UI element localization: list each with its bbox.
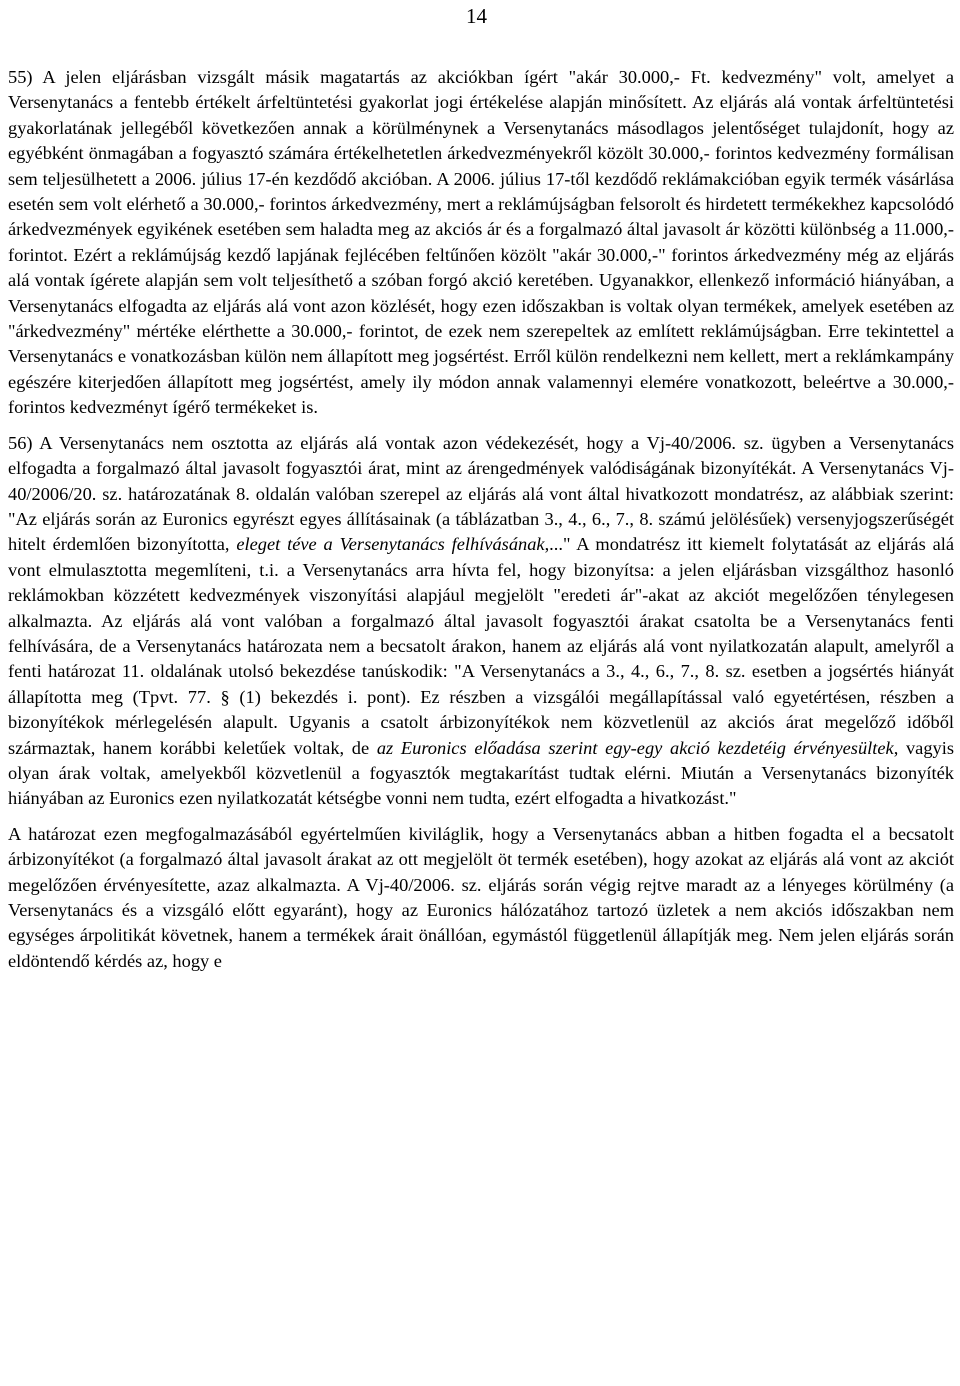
paragraph-56-emphasis-1: eleget téve a Versenytanács felhívásának [236, 534, 545, 555]
document-body [8, 65, 954, 974]
paragraph-55 [8, 65, 954, 421]
paragraph-56-text-3: , vagyis olyan árak voltak, amelyekből közvetlenül a fogyasztók megtakarítást tudtak elérni. Miután a Versenytanács bizonyíték hiányában az Euronics ezen nyilatkozatát kétségbe vonni nem tudta, ezért elfogadta a hivatkozást." [8, 737, 954, 809]
paragraph-conclusion-text: A határozat ezen megfogalmazásából egyértelműen kiviláglik, hogy a Versenytanács abban a hitben fogadta el a becsatolt árbizonyítékot (a forgalmazó által javasolt árakat az ott megjelölt öt termék esetében), hogy azokat az eljárás alá vont az akciót megelőzően érvényesítette, azaz alkalmazta. A Vj-40/2006. sz. eljárás során végig rejtve maradt az a lényeges körülmény (a Versenytanács és a vizsgáló előtt egyaránt), hogy az Euronics hálózatához tartozó üzletek a nem akciós időszakban nem egységes árpolitikát követnek, hanem a termékek árait önállóan, egymástól függetlenül állapítják meg. Nem jelen eljárás során eldöntendő kérdés az, hogy e [8, 823, 954, 971]
paragraph-56 [8, 431, 954, 812]
paragraph-55-text: 55) A jelen eljárásban vizsgált másik magatartás az akciókban ígért "akár 30.000,- Ft. kedvezmény" volt, amelyet a Versenytanács a fentebb értékelt árfeltüntetési gyakorlat jogi értékelése alapján minősített. Az eljárás alá vontak árfeltüntetési gyakorlatának jellegéből következően annak a körülménynek a Versenytanács másodlagos jelentőséget tulajdonít, hogy az egyébként önmagában a fogyasztó számára értékelhetetlen árkedvezményekről közölt 30.000,- forintos kedvezmény formálisan sem teljesülhetett a 2006. július 17-én kezdődő akcióban. A 2006. július 17-től kezdődő reklámakcióban egyik termék vásárlása esetén sem volt elérhető a 30.000,- forintos árkedvezmény, mert a reklámújságban felsorolt és hirdetett termékekhez kapcsolódó árkedvezmények egyikének esetében sem haladta meg az akciós ár és a forgalmazó által javasolt ár közötti különbség a 11.000,- forintot. Ezért a reklámújság kezdő lapjának fejlécében feltűnően közölt "akár 30.000,-" forintos árkedvezmény még az eljárás alá vontak ígérete alapján sem volt teljesíthető a szóban forgó akció keretében. Ugyanakkor, ellenkező információ hiányában, a Versenytanács elfogadta az eljárás alá vont azon közlését, hogy ezen időszakban is voltak olyan termékek, amelyek esetében az "árkedvezmény" mértéke elérthette a 30.000,- forintot, de ezek nem szerepeltek az említett reklámújságban. Erre tekintettel a Versenytanács e vonatkozásban külön nem állapított meg jogsértést. Erről külön rendelkezni nem kellett, mert a reklámkampány egészére kiterjedően állapított meg jogsértést, amely ily módon annak valamennyi elemére vonatkozott, beleértve a 30.000,- forintos kedvezményt ígérő termékeket is. [8, 67, 954, 418]
page-number: 14 [466, 4, 487, 28]
paragraph-56-emphasis-2: az Euronics előadása szerint egy-egy akció kezdetéig érvényesültek [376, 737, 894, 758]
paragraph-56-text-2: ,..." A mondatrész itt kiemelt folytatását az eljárás alá vont elmulasztotta megemlíteni, t.i. a Versenytanács arra hívta fel, hogy bizonyítsa: a jelen eljárásban vizsgálthoz hasonló reklámokban közzétett kedvezmények viszonyítási alapjául megjelölt "eredeti ár"-akat az akciót megelőzően ténylegesen alkalmazta. Az eljárás alá vont valóban a forgalmazó által javasolt fogyasztói árakat csatolta be a Versenytanács fenti felhívására, de a Versenytanács határozata nem a becsatolt árakon, hanem az eljárás alá vont nyilatkozatán alapult, amelyről a fenti határozat 11. oldalának utolsó bekezdése tanúskodik: "A Versenytanács a 3., 4., 6., 7., 8. sz. esetben a jogsértés hiányát állapította meg (Tpvt. 77. § (1) bekezdés i. pont). Ez részben a vizsgálói megállapítással való egyetértésen, részben a bizonyítékok mérlegelésén alapult. Ugyanis a csatolt árbizonyítékok nem közvetlenül az akciós árat megelőző időből származtak, hanem korábbi keletűek voltak, de [8, 534, 955, 758]
paragraph-56-text-1: 56) A Versenytanács nem osztotta az eljárás alá vontak azon védekezését, hogy a Vj-40/2006. sz. ügyben a Versenytanács elfogadta a forgalmazó által javasolt fogyasztói árat, mint az árengedmények valódiságának bizonyítékát. A Versenytanács Vj-40/2006/20. sz. határozatának 8. oldalán valóban szerepel az eljárás alá vont által hivatkozott mondatrész, az alábbiak szerint: "Az eljárás során az Euronics egyrészt egyes állításainak (a táblázatban 3., 4., 6., 7., 8. számú jelölésűek) versenyjogszerűségét hitelt érdemlően bizonyította, [8, 432, 954, 555]
paragraph-conclusion [8, 822, 954, 974]
